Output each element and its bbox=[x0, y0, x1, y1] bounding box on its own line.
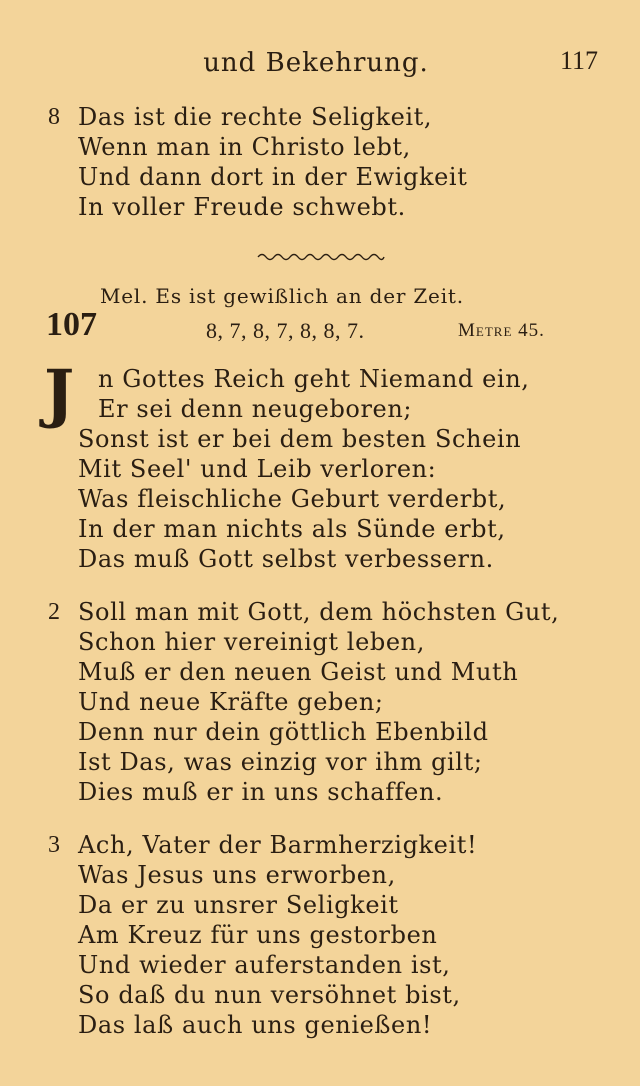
verse-line: So daß du nun versöhnet bist, bbox=[78, 981, 461, 1009]
verse-line: Was fleischliche Geburt verderbt, bbox=[78, 485, 507, 513]
verse-line: Mit Seel' und Leib verloren: bbox=[78, 455, 437, 483]
verse-line: Denn nur dein göttlich Ebenbild bbox=[78, 718, 489, 746]
verse-line: Soll man mit Gott, dem höchsten Gut, bbox=[78, 598, 560, 626]
verse-line: Ist Das, was einzig vor ihm gilt; bbox=[78, 748, 483, 776]
verse-line: Schon hier vereinigt leben, bbox=[78, 628, 425, 656]
running-head: und Bekehrung. bbox=[203, 48, 429, 78]
hymn-number: 107 bbox=[46, 306, 97, 343]
verse-line: Und dann dort in der Ewigkeit bbox=[78, 163, 468, 191]
verse-line: Ach, Vater der Barmherzigkeit! bbox=[78, 831, 478, 859]
verse-line: Muß er den neuen Geist und Muth bbox=[78, 658, 519, 686]
verse-line: Was Jesus uns erworben, bbox=[78, 861, 396, 889]
verse-line: Und neue Kräfte geben; bbox=[78, 688, 384, 716]
stanza-number: 8 bbox=[48, 104, 60, 130]
verse-line: Am Kreuz für uns gestorben bbox=[78, 921, 438, 949]
verse-line: Dies muß er in uns schaffen. bbox=[78, 778, 444, 806]
verse-line: Und wieder auferstanden ist, bbox=[78, 951, 451, 979]
verse-line: Das laß auch uns genießen! bbox=[78, 1011, 433, 1039]
drop-cap-initial: J bbox=[44, 356, 75, 431]
melody-note: Mel. Es ist gewißlich an der Zeit. bbox=[100, 284, 464, 308]
verse-line: Da er zu unsrer Seligkeit bbox=[78, 891, 399, 919]
verse-line: Das muß Gott selbst verbessern. bbox=[78, 545, 494, 573]
verse-line: Wenn man in Christo lebt, bbox=[78, 133, 411, 161]
page-header bbox=[0, 46, 640, 82]
metre-label: Metre 45. bbox=[458, 320, 545, 341]
verse-line: n Gottes Reich geht Niemand ein, bbox=[98, 365, 530, 393]
verse-line: Er sei denn neugeboren; bbox=[98, 395, 413, 423]
verse-line: In voller Freude schwebt. bbox=[78, 193, 406, 221]
stanza-number: 2 bbox=[48, 599, 60, 625]
meter-pattern: 8, 7, 8, 7, 8, 8, 7. bbox=[206, 318, 365, 343]
verse-line: Sonst ist er bei dem besten Schein bbox=[78, 425, 522, 453]
stanza-number: 3 bbox=[48, 832, 60, 858]
verse-line: In der man nichts als Sünde erbt, bbox=[78, 515, 506, 543]
ornamental-divider bbox=[256, 250, 386, 264]
verse-line: Das ist die rechte Seligkeit, bbox=[78, 103, 433, 131]
page-number: 117 bbox=[559, 46, 598, 75]
